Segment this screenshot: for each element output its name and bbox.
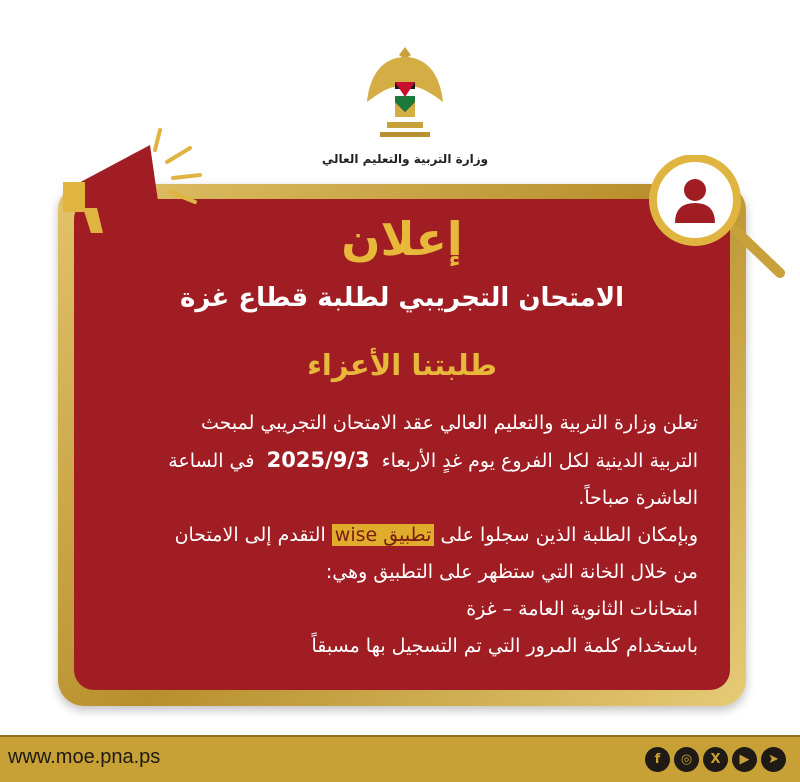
footer-bar — [0, 735, 800, 782]
body-line: من خلال الخانة التي ستظهر على التطبيق وهي: — [325, 561, 698, 583]
instagram-icon[interactable]: ◎ — [674, 747, 699, 772]
body-text: التربية الدينية لكل الفروع يوم غدٍ الأربعاء — [381, 450, 698, 472]
body-line — [100, 442, 698, 480]
body-line: تعلن وزارة التربية والتعليم العالي عقد الامتحان التجريبي لمبحث — [200, 412, 698, 434]
facebook-icon[interactable]: f — [645, 747, 670, 772]
body-line — [100, 517, 698, 554]
youtube-icon[interactable]: ▶ — [732, 747, 757, 772]
announcement-body — [100, 405, 698, 665]
body-text: التقدم إلى الامتحان — [174, 524, 326, 546]
wise-app-highlight: تطبيق wise — [332, 524, 435, 546]
greeting: طلبتنا الأعزاء — [307, 348, 497, 382]
body-line: امتحانات الثانوية العامة – غزة — [466, 598, 698, 620]
body-line: باستخدام كلمة المرور التي تم التسجيل بها مسبقاً — [311, 635, 698, 657]
body-text: وبإمكان الطلبة الذين سجلوا على — [440, 524, 698, 546]
ministry-name: وزارة التربية والتعليم العالي — [321, 152, 489, 166]
body-line: العاشرة صباحاً. — [578, 487, 698, 509]
social-links — [645, 747, 786, 772]
palestine-eagle-emblem — [365, 42, 445, 147]
website-link[interactable]: www.moe.pna.ps — [8, 746, 161, 768]
x-icon[interactable]: X — [703, 747, 728, 772]
announcement-subtitle: الامتحان التجريبي لطلبة قطاع غزة — [179, 283, 624, 313]
exam-date: 2025/9/3 — [266, 448, 370, 472]
telegram-icon[interactable]: ➤ — [761, 747, 786, 772]
announcement-title: إعلان — [341, 212, 463, 266]
body-text: في الساعة — [168, 450, 255, 472]
